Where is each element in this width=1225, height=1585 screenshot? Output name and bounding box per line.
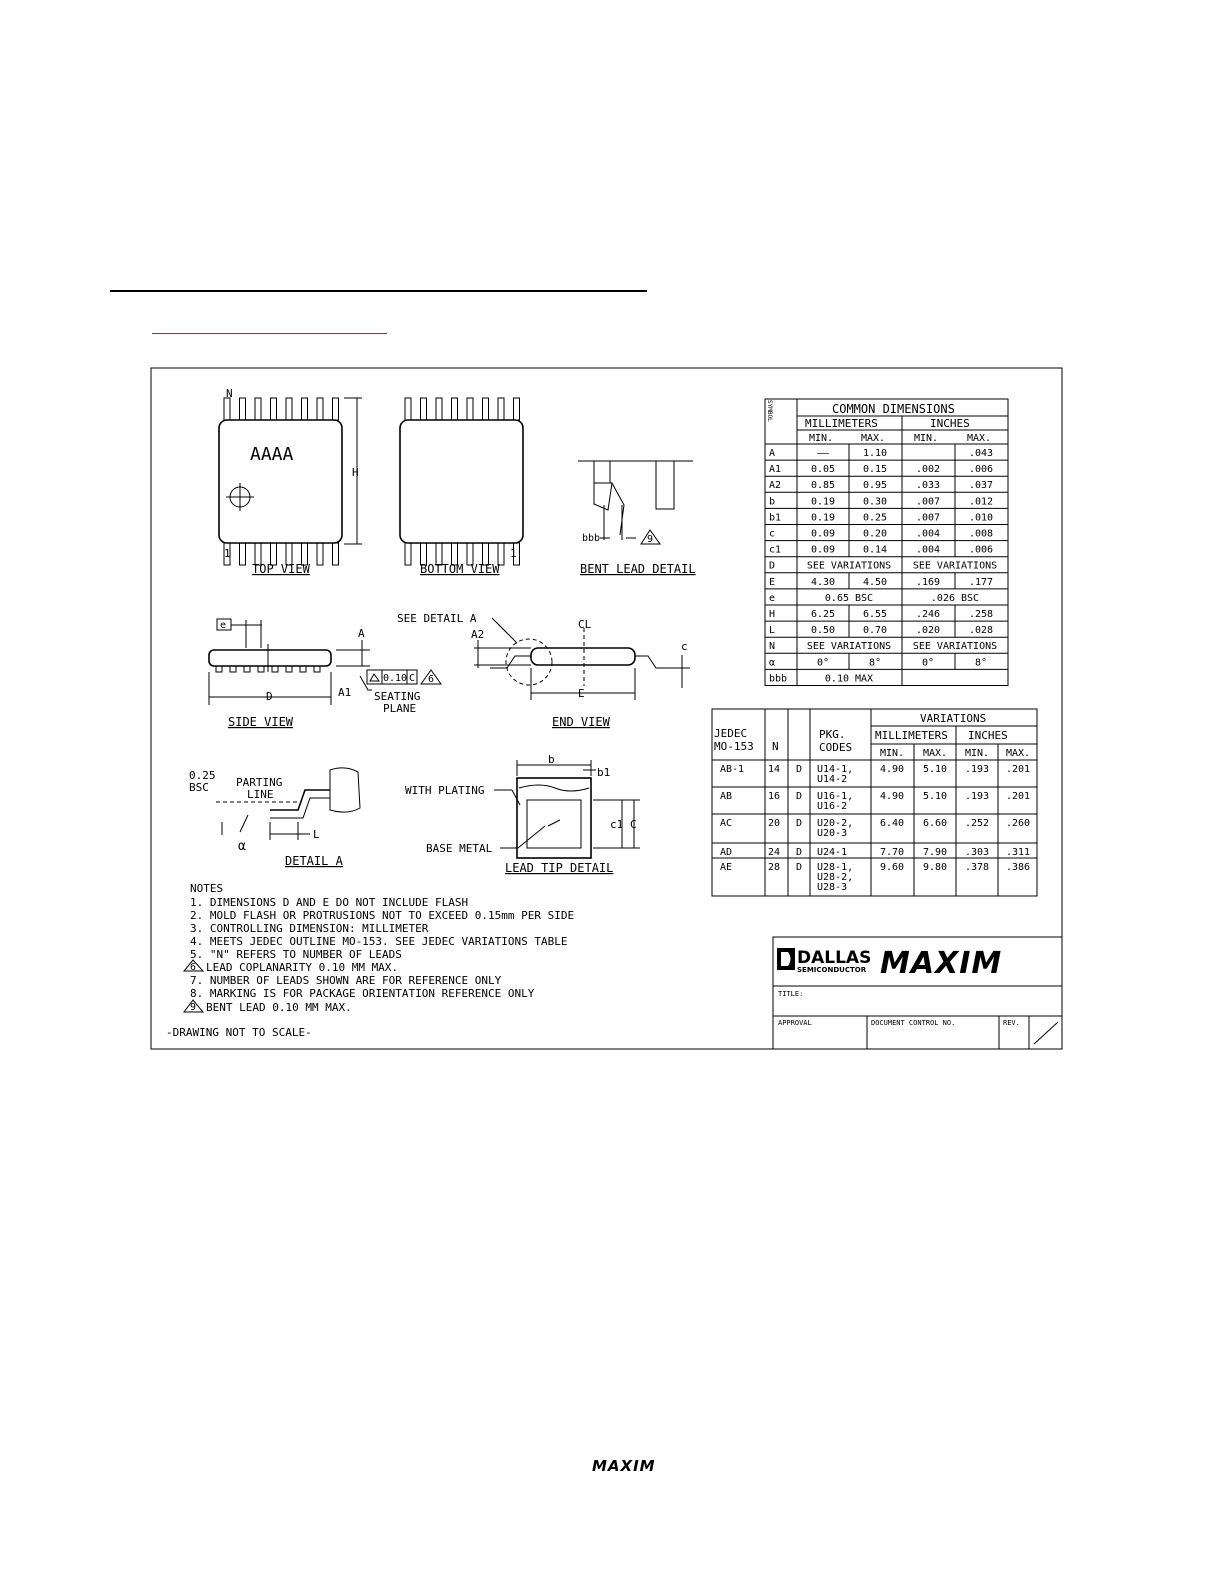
var-n: 24 (768, 847, 781, 858)
var-mm-min: 6.40 (879, 818, 905, 829)
lead (498, 398, 504, 420)
side-lead (216, 666, 222, 672)
common-subheader: MIN. (809, 433, 834, 444)
common-cell: .026 BSC (930, 592, 980, 604)
alpha-label: α (238, 839, 246, 854)
lead (271, 398, 277, 420)
base-metal-label: BASE METAL (426, 842, 493, 855)
common-cell: 0.20 (862, 528, 888, 540)
common-cell: .006 (968, 464, 994, 476)
lead (405, 543, 411, 565)
coplanarity-value: 0.10 (383, 673, 408, 684)
scale-note: -DRAWING NOT TO SCALE- (166, 1026, 312, 1039)
common-cell: 0.30 (862, 496, 888, 508)
bent-lead-detail-title: BENT LEAD DETAIL (580, 562, 696, 576)
common-row-symbol: A (769, 448, 776, 459)
common-cell: .004 (915, 528, 941, 540)
top-view-body (219, 420, 342, 543)
var-in-min: .193 (964, 791, 990, 802)
common-row-symbol: c1 (769, 544, 782, 556)
side-lead (258, 666, 264, 672)
note9-number: 9 (647, 534, 654, 545)
plane-label: PLANE (383, 702, 417, 715)
var-subheader: MAX. (1005, 748, 1031, 759)
pin-n-label: N (226, 387, 233, 400)
note6-number: 6 (428, 674, 435, 685)
common-cell: 0.65 BSC (824, 592, 874, 604)
var-in-max: .260 (1005, 818, 1031, 829)
common-cell: —— (816, 448, 830, 459)
common-cell: .043 (968, 448, 994, 459)
codes-header: CODES (819, 741, 853, 754)
var-n: 14 (768, 764, 781, 775)
common-row-symbol: A1 (769, 464, 782, 476)
l-label: L (313, 828, 320, 841)
common-cell: .004 (915, 544, 941, 556)
n-header: N (772, 740, 779, 753)
maxim-logo: MAXIM (880, 946, 1003, 981)
var-mm-min: 4.90 (879, 791, 905, 802)
common-row-symbol: D (769, 560, 776, 572)
lead (436, 398, 442, 420)
notes-block (166, 882, 574, 1039)
detail-a (189, 768, 360, 868)
c1-label: c1 (610, 818, 624, 831)
var-n: 20 (768, 818, 781, 829)
common-row-symbol: α (769, 657, 776, 669)
common-cell: 0.70 (862, 625, 888, 637)
symbol-header: SYMBOL (766, 400, 773, 422)
var-in-min: .252 (964, 818, 990, 829)
common-cell: SEE VARIATIONS (912, 560, 998, 572)
common-cell: 0.19 (810, 512, 836, 524)
var-mm-min: 9.60 (879, 862, 905, 873)
common-row-symbol: b (769, 496, 776, 508)
common-mm-header: MILLIMETERS (805, 417, 878, 430)
var-subheader: MIN. (879, 748, 905, 759)
var-code: U16-2 (817, 801, 848, 812)
common-cell: .177 (968, 576, 994, 588)
pin-1-label: 1 (224, 547, 231, 560)
var-d: D (796, 818, 803, 829)
common-cell: 0.95 (862, 480, 888, 492)
lead (255, 398, 261, 420)
var-n: 28 (768, 862, 781, 873)
common-dimensions-title: COMMON DIMENSIONS (832, 402, 955, 416)
common-in-header: INCHES (930, 417, 970, 430)
var-mm-header: MILLIMETERS (875, 729, 948, 742)
lead (467, 398, 473, 420)
side-view (209, 619, 441, 729)
jedec-header: JEDEC (714, 727, 748, 740)
bbb-label: bbb (582, 533, 601, 544)
c-label: c (681, 640, 688, 653)
lead (240, 543, 246, 565)
var-code: U24-1 (817, 847, 848, 858)
bent-lead-detail (578, 461, 696, 576)
a-label: A (358, 627, 365, 640)
notes-title: NOTES (190, 882, 224, 895)
seating-label: SEATING (374, 690, 421, 703)
common-row-symbol: bbb (769, 673, 788, 685)
common-cell: .246 (915, 609, 941, 620)
side-lead (230, 666, 236, 672)
lead (483, 398, 489, 420)
bottom-view (400, 398, 523, 576)
side-lead (272, 666, 278, 672)
note-8: 8. MARKING IS FOR PACKAGE ORIENTATION REFERENCE ONLY (190, 987, 535, 1000)
b1-label: b1 (597, 766, 611, 779)
pin-1-label-bottom: 1 (510, 547, 517, 560)
common-cell: 6.25 (810, 609, 836, 620)
common-cell: .010 (968, 512, 994, 524)
side-view-body (209, 650, 331, 666)
variations-title: VARIATIONS (920, 712, 987, 725)
common-row-symbol: A2 (769, 480, 782, 492)
common-cell: .028 (968, 625, 994, 637)
common-dimensions-table (765, 399, 1008, 686)
var-d: D (796, 764, 803, 775)
common-cell: 8° (974, 657, 988, 669)
bottom-view-title: BOTTOM VIEW (420, 562, 500, 576)
gauge-label: 0.25 (189, 769, 216, 782)
lead-tip-detail (405, 753, 640, 875)
detail-a-circle (506, 639, 552, 685)
see-detail-a-label: SEE DETAIL A (397, 612, 477, 625)
bsc-label: BSC (189, 781, 209, 794)
with-plating-label: WITH PLATING (405, 784, 485, 797)
c-right-label: C (630, 818, 637, 831)
common-cell: 4.30 (810, 576, 836, 588)
common-cell: .033 (915, 480, 941, 492)
doc-control-label: DOCUMENT CONTROL NO. (871, 1019, 956, 1027)
note-1: 1. DIMENSIONS D AND E DO NOT INCLUDE FLASH (190, 896, 469, 909)
title-field-label: TITLE: (778, 990, 804, 998)
lead (452, 398, 458, 420)
var-mm-max: 5.10 (922, 764, 948, 775)
common-cell: .020 (915, 625, 941, 637)
parting-label: PARTING (236, 776, 283, 789)
common-cell: SEE VARIATIONS (806, 560, 892, 572)
common-cell: 0.15 (862, 464, 888, 476)
common-cell: .169 (915, 576, 941, 588)
rev-label: REV. (1003, 1019, 1020, 1027)
common-row-symbol: H (769, 609, 776, 620)
var-code: U20-2, (817, 818, 854, 829)
common-cell: 6.55 (862, 609, 888, 620)
svg-text:DALLAS: DALLAS (797, 948, 872, 968)
end-view-title: END VIEW (552, 715, 610, 729)
lead (317, 543, 323, 565)
top-view (219, 387, 362, 576)
var-subheader: MAX. (922, 748, 948, 759)
footer-maxim-logo (592, 1456, 672, 1474)
lead (421, 398, 427, 420)
side-lead (300, 666, 306, 672)
common-cell: 8° (868, 657, 882, 669)
common-cell: 0.19 (810, 496, 836, 508)
a1-label: A1 (338, 686, 352, 699)
var-code: U28-3 (817, 882, 848, 893)
note-6: LEAD COPLANARITY 0.10 MM MAX. (206, 961, 399, 974)
common-cell: .008 (968, 528, 994, 540)
variations-table (712, 709, 1037, 896)
common-cell: 0° (816, 657, 830, 669)
dallas-logo (777, 948, 871, 974)
lead-tip-detail-title: LEAD TIP DETAIL (505, 861, 614, 875)
pkg-header: PKG. (819, 728, 846, 741)
common-cell: .007 (915, 512, 941, 524)
note-4: 4. MEETS JEDEC OUTLINE MO-153. SEE JEDEC VARIATIONS TABLE (190, 935, 568, 948)
detail-a-title: DETAIL A (285, 854, 343, 868)
common-cell: 0.09 (810, 528, 836, 540)
var-in-max: .201 (1005, 791, 1031, 802)
common-cell: .258 (968, 609, 994, 620)
svg-text:SEMICONDUCTOR: SEMICONDUCTOR (797, 966, 867, 974)
var-d: D (796, 847, 803, 858)
bottom-view-body (400, 420, 523, 543)
lead (317, 398, 323, 420)
note-3: 3. CONTROLLING DIMENSION: MILLIMETER (190, 922, 429, 935)
var-jedec: AC (720, 818, 733, 829)
var-subheader: MIN. (964, 748, 990, 759)
common-subheader: MAX. (861, 433, 886, 444)
var-in-min: .303 (964, 847, 990, 858)
common-cell: .012 (968, 496, 994, 508)
lead-tip-inner (527, 800, 581, 848)
line-label: LINE (247, 788, 274, 801)
common-cell: SEE VARIATIONS (806, 641, 892, 653)
note-9: BENT LEAD 0.10 MM MAX. (206, 1001, 352, 1014)
b-label: b (548, 753, 555, 766)
common-cell: SEE VARIATIONS (912, 641, 998, 653)
common-cell: 0.09 (810, 544, 836, 556)
note-9-number: 9 (190, 1002, 197, 1013)
mo-header: MO-153 (714, 740, 754, 753)
var-n: 16 (768, 791, 781, 802)
var-jedec: AB-1 (720, 764, 745, 775)
common-cell: .007 (915, 496, 941, 508)
common-cell: 0.25 (862, 512, 888, 524)
var-mm-max: 6.60 (922, 818, 948, 829)
var-d: D (796, 791, 803, 802)
var-mm-min: 7.70 (879, 847, 905, 858)
common-subheader: MIN. (914, 433, 939, 444)
common-cell: 0.05 (810, 464, 836, 476)
var-in-max: .386 (1005, 862, 1031, 873)
var-mm-max: 7.90 (922, 847, 948, 858)
end-view (397, 612, 690, 729)
common-row-symbol: L (769, 625, 776, 637)
var-code: U20-3 (817, 828, 848, 839)
e-label: e (220, 620, 227, 631)
var-mm-min: 4.90 (879, 764, 905, 775)
var-d: D (796, 862, 803, 873)
common-row-symbol: e (769, 592, 776, 604)
var-in-header: INCHES (968, 729, 1008, 742)
h-label: H (352, 466, 359, 479)
approval-label: APPROVAL (778, 1019, 812, 1027)
common-cell: 0° (921, 657, 935, 669)
coplanarity-datum: C (409, 673, 416, 684)
common-cell: 1.10 (862, 448, 888, 459)
common-subheader: MAX. (967, 433, 992, 444)
var-mm-max: 9.80 (922, 862, 948, 873)
var-code: U16-1, (817, 791, 854, 802)
var-jedec: AB (720, 791, 733, 802)
var-code: U28-1, (817, 862, 854, 873)
svg-text:MAXIM: MAXIM (592, 1457, 656, 1474)
var-code: U28-2, (817, 872, 854, 883)
side-lead (286, 666, 292, 672)
common-cell: 0.85 (810, 480, 836, 492)
var-in-max: .311 (1005, 847, 1031, 858)
marking-text: AAAA (250, 444, 294, 465)
var-in-min: .378 (964, 862, 990, 873)
d-label: D (266, 690, 273, 703)
var-code: U14-2 (817, 774, 848, 785)
common-cell: 0.50 (810, 625, 836, 637)
common-row-symbol: N (769, 641, 776, 653)
e-cap-label: E (578, 687, 585, 700)
centerline-label: CL (578, 618, 592, 631)
note-7: 7. NUMBER OF LEADS SHOWN ARE FOR REFERENCE ONLY (190, 974, 502, 987)
lead (302, 398, 308, 420)
lead (514, 398, 520, 420)
var-in-max: .201 (1005, 764, 1031, 775)
common-cell: 4.50 (862, 576, 888, 588)
common-cell: .006 (968, 544, 994, 556)
title-block (773, 937, 1062, 1049)
note-5: 5. "N" REFERS TO NUMBER OF LEADS (190, 948, 402, 961)
lead (224, 398, 230, 420)
side-view-title: SIDE VIEW (228, 715, 294, 729)
lead (405, 398, 411, 420)
lead (240, 398, 246, 420)
a2-label: A2 (471, 628, 485, 641)
common-row-symbol: b1 (769, 512, 782, 524)
lead (286, 398, 292, 420)
top-view-title: TOP VIEW (252, 562, 310, 576)
common-cell: 0.10 MAX (824, 673, 874, 685)
note-6-number: 6 (190, 962, 197, 973)
var-in-min: .193 (964, 764, 990, 775)
var-code: U14-1, (817, 764, 854, 775)
var-jedec: AE (720, 862, 733, 873)
common-cell: 0.14 (862, 544, 888, 556)
note-2: 2. MOLD FLASH OR PROTRUSIONS NOT TO EXCEED 0.15mm PER SIDE (190, 909, 575, 922)
common-cell: .002 (915, 464, 941, 476)
end-view-body (531, 648, 635, 665)
var-mm-max: 5.10 (922, 791, 948, 802)
var-jedec: AD (720, 847, 733, 858)
common-cell: .037 (968, 480, 994, 492)
lead (333, 398, 339, 420)
side-lead (244, 666, 250, 672)
lead (333, 543, 339, 565)
side-lead (314, 666, 320, 672)
common-row-symbol: c (769, 528, 776, 540)
common-row-symbol: E (769, 576, 776, 588)
